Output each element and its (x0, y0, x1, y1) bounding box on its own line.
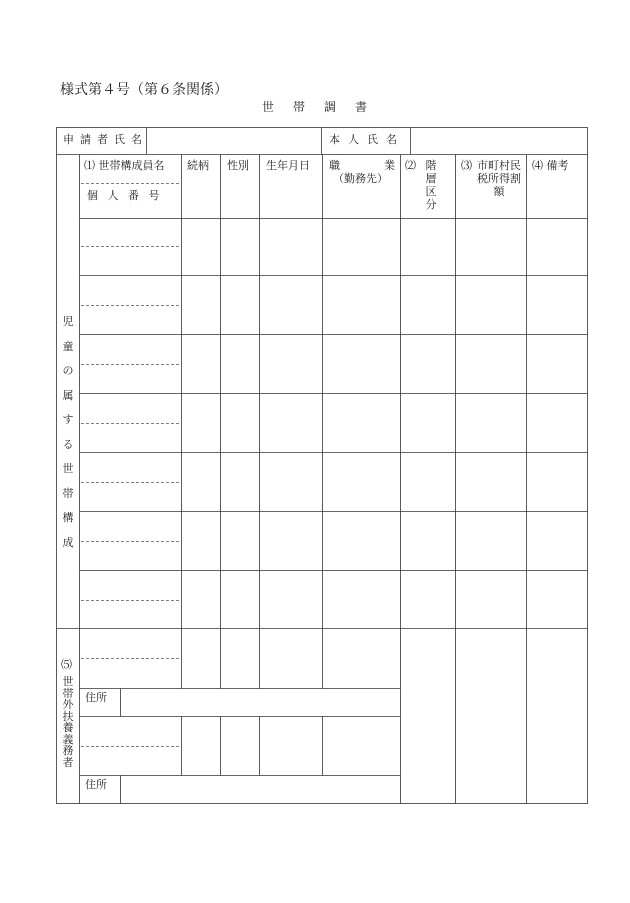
address-label: 住所 (85, 778, 107, 791)
outside-section-label: 世帯外扶養義務者 (62, 675, 74, 769)
applicant-name-label: 申請者氏名 (63, 133, 148, 146)
birthdate-header: 生年月日 (266, 159, 310, 172)
tax-header: 市町村民税所得割額 (477, 159, 521, 198)
relation-header: 続柄 (187, 159, 209, 172)
tax-number: ⑶ (461, 159, 472, 172)
document-title: 世帯調書 (262, 100, 387, 114)
workplace-header: （勤務先） (333, 172, 388, 185)
outside-section-number: ⑸ (61, 658, 72, 671)
remarks-header: ⑷ 備考 (532, 159, 569, 172)
form-number: 様式第４号（第６条関係） (60, 82, 228, 98)
personal-number-header: 個 人 番 号 (87, 189, 163, 202)
stratum-header: 階層区分 (425, 159, 437, 211)
stratum-number: ⑵ (405, 159, 416, 172)
member-name-header: ⑴ 世帯構成員名 (84, 159, 165, 172)
household-section-label: 児童の属する世帯構成 (62, 315, 74, 549)
address-label: 住所 (85, 691, 107, 704)
person-name-label: 本人氏名 (329, 133, 405, 146)
sex-header: 性別 (227, 159, 249, 172)
occupation-header: 職 業 (329, 159, 395, 172)
